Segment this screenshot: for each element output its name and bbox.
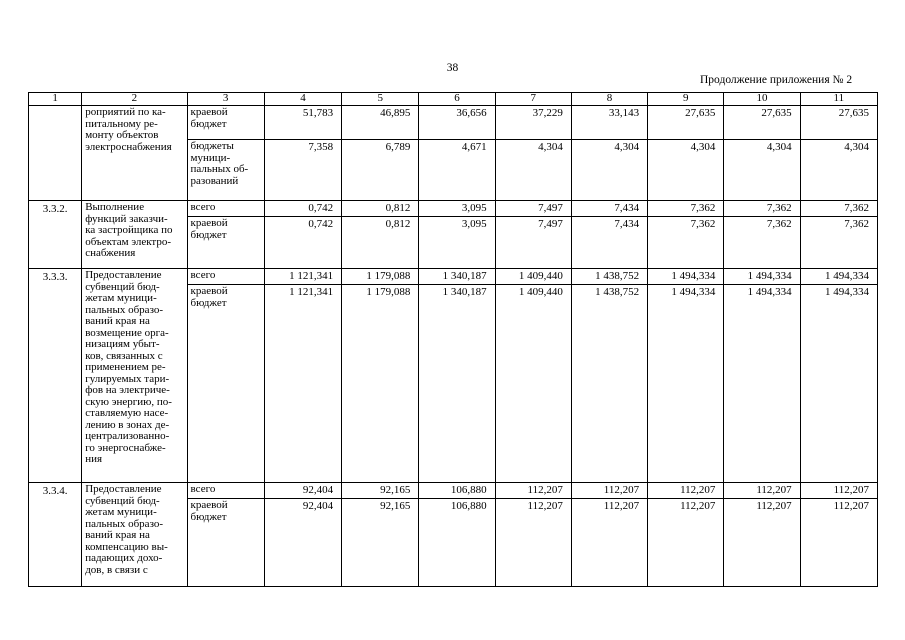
value-cell: 0,742 — [264, 217, 341, 269]
header-cell: 3 — [187, 93, 264, 106]
value-cell: 7,434 — [571, 201, 647, 217]
value-cell: 112,207 — [724, 483, 800, 499]
value-cell: 4,304 — [648, 140, 724, 201]
funding-source — [187, 285, 264, 483]
funding-source-text: краевой бюджет — [190, 499, 228, 523]
value-cell: 1 340,187 — [419, 269, 495, 285]
table-row — [29, 269, 878, 285]
funding-source-text: всего — [190, 201, 216, 213]
value-cell: 7,362 — [724, 217, 800, 269]
value-cell: 92,165 — [342, 499, 419, 587]
value-cell: 27,635 — [648, 106, 724, 140]
value-cell: 106,880 — [419, 483, 495, 499]
value-cell: 7,434 — [571, 217, 647, 269]
value-cell: 27,635 — [800, 106, 877, 140]
value-cell: 51,783 — [264, 106, 341, 140]
value-cell: 4,304 — [495, 140, 571, 201]
value-cell: 3,095 — [419, 217, 495, 269]
header-row — [29, 93, 878, 106]
description-text: Предоставление субвенций бюд- жетам муници- пальных образо- ваний края на компенсацию вы- падающих дохо- дов, в связи с — [85, 483, 168, 576]
page-number: 38 — [446, 62, 459, 74]
value-cell: 1 179,088 — [342, 269, 419, 285]
header-cell: 9 — [648, 93, 724, 106]
value-cell: 1 121,341 — [264, 285, 341, 483]
value-cell: 1 494,334 — [724, 285, 800, 483]
value-cell: 112,207 — [800, 483, 877, 499]
value-cell: 7,497 — [495, 217, 571, 269]
value-cell: 92,165 — [342, 483, 419, 499]
funding-source-text: всего — [190, 483, 216, 495]
value-cell: 1 494,334 — [800, 285, 877, 483]
table-row — [29, 201, 878, 217]
value-cell: 112,207 — [495, 483, 571, 499]
budget-table — [28, 92, 878, 587]
value-cell: 27,635 — [724, 106, 800, 140]
funding-source-text: краевой бюджет — [190, 106, 228, 130]
table-row — [29, 106, 878, 140]
continuation-note: Продолжение приложения № 2 — [700, 74, 853, 86]
header-cell: 1 — [29, 93, 82, 106]
funding-source — [187, 499, 264, 587]
item-description — [82, 201, 187, 269]
value-cell: 37,229 — [495, 106, 571, 140]
value-cell: 92,404 — [264, 483, 341, 499]
value-cell: 1 340,187 — [419, 285, 495, 483]
value-cell: 46,895 — [342, 106, 419, 140]
item-code: 3.3.3. — [29, 269, 82, 483]
funding-source — [187, 483, 264, 499]
value-cell: 112,207 — [724, 499, 800, 587]
funding-source — [187, 201, 264, 217]
funding-source — [187, 217, 264, 269]
value-cell: 112,207 — [648, 499, 724, 587]
value-cell: 92,404 — [264, 499, 341, 587]
header-cell: 7 — [495, 93, 571, 106]
value-cell: 1 494,334 — [648, 269, 724, 285]
value-cell: 112,207 — [648, 483, 724, 499]
value-cell: 1 409,440 — [495, 285, 571, 483]
value-cell: 7,358 — [264, 140, 341, 201]
value-cell: 7,497 — [495, 201, 571, 217]
funding-source — [187, 269, 264, 285]
value-cell: 1 494,334 — [724, 269, 800, 285]
item-description — [82, 483, 187, 587]
value-cell: 1 438,752 — [571, 285, 647, 483]
value-cell: 4,304 — [800, 140, 877, 201]
item-code: 3.3.4. — [29, 483, 82, 587]
value-cell: 112,207 — [571, 499, 647, 587]
table-row — [29, 483, 878, 499]
funding-source — [187, 140, 264, 201]
description-text: роприятий по ка- питальному ре- монту объектов электроснабжения — [85, 106, 172, 153]
value-cell: 1 121,341 — [264, 269, 341, 285]
header-cell: 2 — [82, 93, 187, 106]
value-cell: 6,789 — [342, 140, 419, 201]
header-cell: 5 — [342, 93, 419, 106]
value-cell: 1 179,088 — [342, 285, 419, 483]
value-cell: 0,812 — [342, 217, 419, 269]
funding-source-text: бюджеты муници- пальных об- разований — [190, 140, 249, 187]
value-cell: 112,207 — [800, 499, 877, 587]
value-cell: 4,304 — [724, 140, 800, 201]
value-cell: 4,304 — [571, 140, 647, 201]
value-cell: 36,656 — [419, 106, 495, 140]
value-cell: 3,095 — [419, 201, 495, 217]
value-cell: 0,742 — [264, 201, 341, 217]
item-description — [82, 269, 187, 483]
funding-source-text: краевой бюджет — [190, 217, 228, 241]
value-cell: 1 409,440 — [495, 269, 571, 285]
item-description — [82, 106, 187, 201]
item-code: 3.3.2. — [29, 201, 82, 269]
value-cell: 1 438,752 — [571, 269, 647, 285]
header-cell: 10 — [724, 93, 800, 106]
header-cell: 11 — [800, 93, 877, 106]
value-cell: 1 494,334 — [800, 269, 877, 285]
value-cell: 7,362 — [648, 201, 724, 217]
header-cell: 8 — [571, 93, 647, 106]
value-cell: 112,207 — [571, 483, 647, 499]
value-cell: 112,207 — [495, 499, 571, 587]
header-cell: 6 — [419, 93, 495, 106]
funding-source-text: краевой бюджет — [190, 285, 228, 309]
value-cell: 4,671 — [419, 140, 495, 201]
value-cell: 7,362 — [800, 201, 877, 217]
value-cell: 33,143 — [571, 106, 647, 140]
funding-source-text: всего — [190, 269, 216, 281]
description-text: Предоставление субвенций бюд- жетам муници- пальных образо- ваний края на возмещение орга- низациям убыт- ков, связанных с применением ре- гулируемых тари- фов на электриче- скую энергию, по- ставляемую насе- лению в зонах де- централизованно- го энергоснабже- ния — [85, 269, 172, 465]
value-cell: 106,880 — [419, 499, 495, 587]
value-cell: 7,362 — [800, 217, 877, 269]
value-cell: 7,362 — [648, 217, 724, 269]
value-cell: 1 494,334 — [648, 285, 724, 483]
description-text: Выполнение функций заказчи- ка застройщика по объектам электро- снабжения — [85, 201, 173, 259]
value-cell: 7,362 — [724, 201, 800, 217]
header-cell: 4 — [264, 93, 341, 106]
value-cell: 0,812 — [342, 201, 419, 217]
item-code — [29, 106, 82, 201]
funding-source — [187, 106, 264, 140]
